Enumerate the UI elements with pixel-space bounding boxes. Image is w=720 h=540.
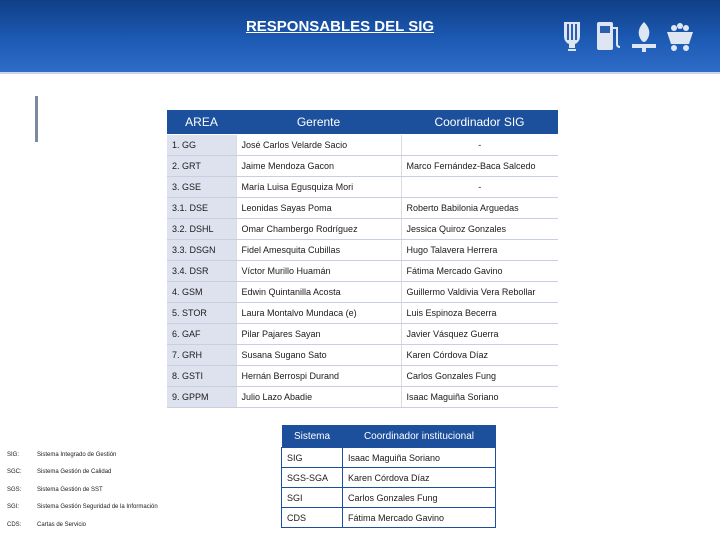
header-icons: [556, 18, 698, 54]
legend-item: [7, 499, 267, 517]
area-cell: 3.2. DSHL: [167, 219, 236, 240]
table-row: [167, 261, 558, 282]
legend-desc: Sistema Gestión Seguridad de la Información: [37, 504, 158, 511]
table-row: [167, 282, 558, 303]
coordinador-cell: Isaac Maguiña Soriano: [343, 448, 496, 468]
gas-flame-icon: [628, 18, 660, 54]
area-cell: 3.1. DSE: [167, 198, 236, 219]
table-row: [167, 303, 558, 324]
responsables-table: [167, 110, 558, 408]
gerente-cell: Julio Lazo Abadie: [236, 387, 401, 408]
table-row: [167, 219, 558, 240]
legend-abbr: CDS:: [7, 521, 22, 528]
legend-item: [7, 516, 267, 534]
table-row: [167, 345, 558, 366]
lightbulb-icon: [556, 18, 588, 54]
legend-item: [7, 481, 267, 499]
legend-desc: Sistema Integrado de Gestión: [37, 451, 117, 458]
gerente-cell: María Luisa Egusquiza Mori: [236, 177, 401, 198]
coordinador-cell: Guillermo Valdivia Vera Rebollar: [401, 282, 558, 303]
table-row: [167, 324, 558, 345]
header-divider: [0, 72, 720, 74]
area-cell: 3. GSE: [167, 177, 236, 198]
abbreviation-legend: [7, 446, 267, 534]
table-row: [282, 508, 496, 528]
legend-desc: Sistema Gestión de Calidad: [37, 469, 112, 476]
table-row: [167, 177, 558, 198]
area-cell: 7. GRH: [167, 345, 236, 366]
gerente-cell: Edwin Quintanilla Acosta: [236, 282, 401, 303]
table-header-row: [282, 425, 496, 448]
sistema-cell: CDS: [282, 508, 343, 528]
legend-abbr: SIG:: [7, 451, 20, 458]
legend-desc: Cartas de Servicio: [37, 521, 87, 528]
legend-item: [7, 464, 267, 482]
coordinador-cell: Roberto Babilonia Arguedas: [401, 198, 558, 219]
table-row: [167, 366, 558, 387]
table-row: [282, 488, 496, 508]
legend-abbr: SGC:: [7, 469, 22, 476]
area-cell: 4. GSM: [167, 282, 236, 303]
gerente-cell: José Carlos Velarde Sacio: [236, 135, 401, 156]
coordinador-cell: Fátima Mercado Gavino: [343, 508, 496, 528]
gerente-cell: Laura Montalvo Mundaca (e): [236, 303, 401, 324]
column-header-sistema: Sistema: [282, 425, 343, 448]
table-row: [167, 198, 558, 219]
coordinador-cell: Carlos Gonzales Fung: [343, 488, 496, 508]
area-cell: 6. GAF: [167, 324, 236, 345]
column-header-coordinador: Coordinador SIG: [401, 110, 558, 135]
legend-abbr: SGI:: [7, 504, 20, 511]
sistema-cell: SIG: [282, 448, 343, 468]
area-cell: 1. GG: [167, 135, 236, 156]
coordinador-cell: Fátima Mercado Gavino: [401, 261, 558, 282]
coordinador-cell: Isaac Maguiña Soriano: [401, 387, 558, 408]
gerente-cell: Susana Sugano Sato: [236, 345, 401, 366]
table-row: [167, 135, 558, 156]
coordinador-cell: Carlos Gonzales Fung: [401, 366, 558, 387]
page-title: RESPONSABLES DEL SIG: [245, 18, 435, 35]
table-row: [167, 387, 558, 408]
column-header-coordinador-institucional: Coordinador institucional: [343, 425, 496, 448]
gerente-cell: Hernán Berrospi Durand: [236, 366, 401, 387]
gerente-cell: Leonidas Sayas Poma: [236, 198, 401, 219]
decorative-vertical-bar: [35, 96, 38, 142]
coordinador-cell: Karen Córdova Díaz: [343, 468, 496, 488]
legend-desc: Sistema Gestión de SST: [37, 486, 103, 493]
system-coordinators-table: [281, 425, 496, 528]
table-row: [167, 156, 558, 177]
legend-abbr: SGS:: [7, 486, 22, 493]
area-cell: 3.4. DSR: [167, 261, 236, 282]
sistema-cell: SGI: [282, 488, 343, 508]
column-header-area: AREA: [167, 110, 236, 135]
coordinador-cell: Hugo Talavera Herrera: [401, 240, 558, 261]
gerente-cell: Omar Chambergo Rodríguez: [236, 219, 401, 240]
mining-cart-icon: [664, 18, 696, 54]
column-header-gerente: Gerente: [236, 110, 401, 135]
area-cell: 2. GRT: [167, 156, 236, 177]
coordinador-cell: Marco Fernández-Baca Salcedo: [401, 156, 558, 177]
coordinador-cell: Javier Vásquez Guerra: [401, 324, 558, 345]
gerente-cell: Fidel Amesquita Cubillas: [236, 240, 401, 261]
coordinador-cell: Jessica Quiroz Gonzales: [401, 219, 558, 240]
area-cell: 5. STOR: [167, 303, 236, 324]
coordinador-cell: Luis Espinoza Becerra: [401, 303, 558, 324]
table-header-row: [167, 110, 558, 135]
coordinador-cell: -: [401, 135, 558, 156]
fuel-pump-icon: [592, 18, 624, 54]
gerente-cell: Víctor Murillo Huamán: [236, 261, 401, 282]
gerente-cell: Pilar Pajares Sayan: [236, 324, 401, 345]
table-row: [167, 240, 558, 261]
sistema-cell: SGS-SGA: [282, 468, 343, 488]
table-row: [282, 468, 496, 488]
gerente-cell: Jaime Mendoza Gacon: [236, 156, 401, 177]
area-cell: 8. GSTI: [167, 366, 236, 387]
area-cell: 3.3. DSGN: [167, 240, 236, 261]
table-row: [282, 448, 496, 468]
coordinador-cell: Karen Córdova Díaz: [401, 345, 558, 366]
area-cell: 9. GPPM: [167, 387, 236, 408]
legend-item: [7, 446, 267, 464]
coordinador-cell: -: [401, 177, 558, 198]
